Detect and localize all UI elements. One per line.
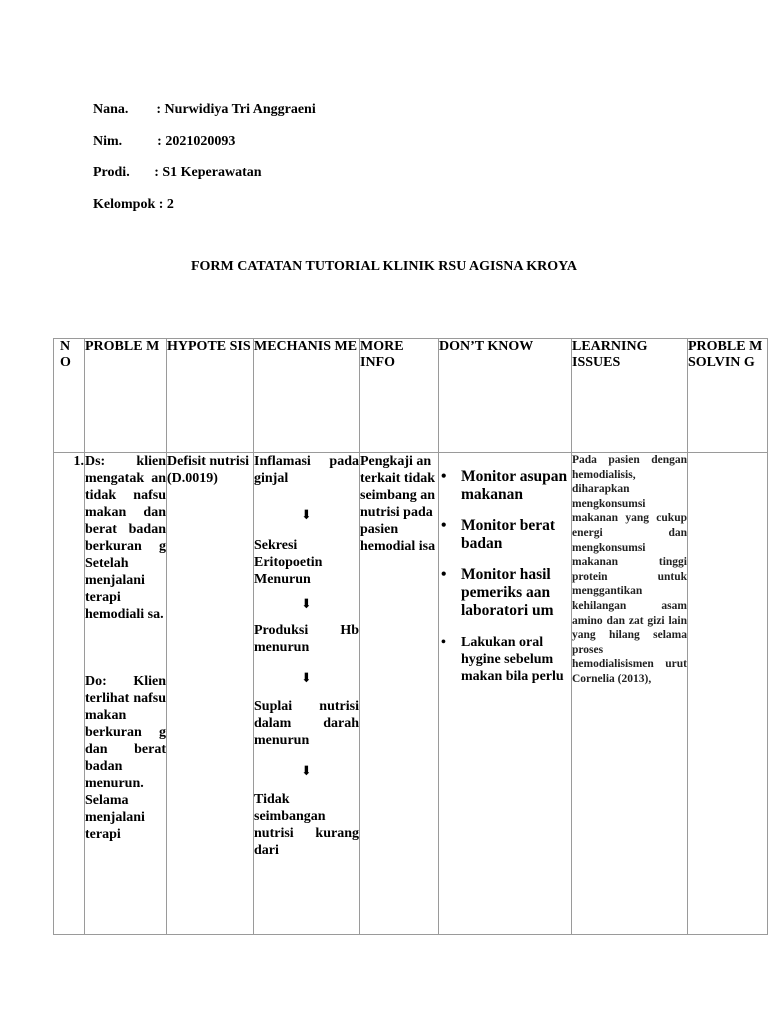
mechanism-step: Suplai nutrisi dalam darah menurun	[254, 699, 359, 748]
mechanism-step: Produksi Hb menurun	[254, 623, 359, 655]
problem-subjective: Ds: klien mengatak an tidak nafsu makan dan berat badan berkuran g Setelah menjalani terapi hemodiali sa.	[85, 454, 166, 622]
dont-know-item: • Monitor hasil pemeriks aan laboratori um	[441, 566, 554, 619]
header-no: N O	[54, 339, 85, 453]
study-program-line: Prodi. : S1 Keperawatan	[93, 165, 262, 180]
bullet-icon: •	[441, 468, 447, 485]
mechanism-step: Tidak seimbangan nutrisi kurang dari	[254, 792, 359, 858]
problem-solving-cell	[688, 453, 768, 935]
dont-know-item: • Lakukan oral hygine sebelum makan bila perlu	[441, 635, 564, 684]
student-nim-line: Nim. : 2021020093	[93, 134, 236, 149]
header-problem-solving: PROBLE M SOLVIN G	[688, 339, 768, 453]
problem-objective: Do: Klien terlihat nafsu makan berkuran g dan berat badan menurun. Selama menjalani terapi	[85, 674, 166, 842]
down-arrow-icon: ⬇	[301, 596, 312, 611]
group-line: Kelompok : 2	[93, 197, 174, 212]
bullet-icon: •	[441, 635, 446, 650]
header-dont-know: DON’T KNOW	[439, 339, 572, 453]
mechanism-cell	[254, 453, 360, 935]
bullet-icon: •	[441, 517, 447, 534]
down-arrow-icon: ⬇	[301, 763, 312, 778]
down-arrow-icon: ⬇	[301, 507, 312, 522]
row-number: 1.	[54, 453, 85, 935]
form-title: FORM CATATAN TUTORIAL KLINIK RSU AGISNA KROYA	[190, 259, 578, 274]
dont-know-cell	[439, 453, 572, 935]
mechanism-step: Inflamasi pada ginjal	[254, 454, 359, 486]
learning-issues-cell: Pada pasien dengan hemodialisis, diharapkan mengkonsumsi makanan yang cukup energi dan mengkonsumsi makanan tinggi protein untuk menggantikan kehilangan asam amino dan zat gizi lain yang hilang selama proses hemodialisismen urut Cornelia (2013),	[572, 453, 688, 935]
header-mechanism: MECHANIS ME	[254, 339, 360, 453]
header-learning-issues: LEARNING ISSUES	[572, 339, 688, 453]
hypothesis-cell: Defisit nutrisi (D.0019)	[167, 453, 254, 935]
tutorial-table	[53, 338, 768, 935]
more-info-cell: Pengkaji an terkait tidak seimbang an nutrisi pada pasien hemodial isa	[360, 453, 439, 935]
header-problem: PROBLE M	[85, 339, 167, 453]
table-header-row	[54, 339, 768, 453]
problem-cell	[85, 453, 167, 935]
table-row	[54, 453, 768, 935]
mechanism-step: Sekresi Eritopoetin Menurun	[254, 538, 323, 587]
header-more-info: MORE INFO	[360, 339, 439, 453]
dont-know-item: • Monitor berat badan	[441, 517, 555, 552]
header-hypothesis: HYPOTE SIS	[167, 339, 254, 453]
down-arrow-icon: ⬇	[301, 670, 312, 685]
student-name-line: Nana. : Nurwidiya Tri Anggraeni	[93, 102, 316, 117]
dont-know-item: • Monitor asupan makanan	[441, 468, 568, 503]
bullet-icon: •	[441, 566, 447, 583]
